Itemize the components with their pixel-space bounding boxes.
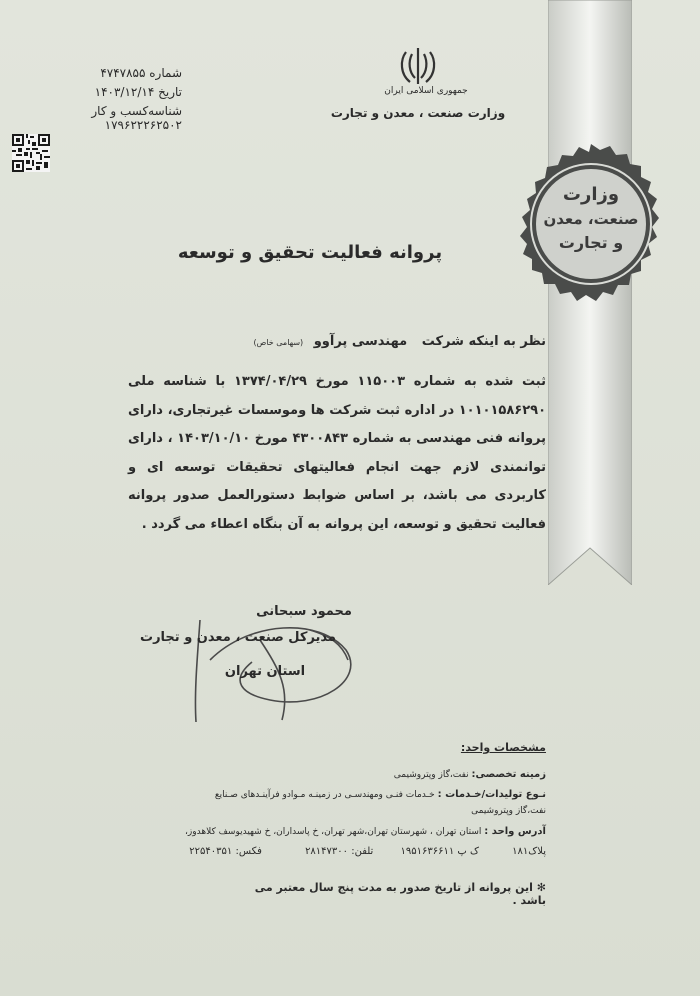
intro-line <box>128 332 546 353</box>
qr-code-icon[interactable] <box>12 134 50 172</box>
unit-section-title: مشخصات واحد: <box>460 741 546 754</box>
signer-name: محمود سبحانی <box>256 604 352 619</box>
iran-emblem-icon <box>396 44 440 88</box>
unit-contact <box>130 846 546 857</box>
unit-products-cont: نفت،گاز وپتروشیمی <box>471 806 546 816</box>
specialty-value: نفت،گاز وپتروشیمی <box>393 770 469 780</box>
unit-products <box>100 789 546 800</box>
ministry-label: وزارت صنعت ، معدن و تجارت <box>330 106 506 120</box>
company-type: (سهامی خاص) <box>253 338 304 347</box>
unit-address <box>100 826 546 837</box>
seal-line-3: و تجارت <box>558 233 624 252</box>
validity-note: ✻ این پروانه از تاریخ صدور به مدت پنج سال معتبر می باشد . <box>254 881 546 907</box>
intro-prefix: نظر به اینکه شرکت <box>421 334 546 349</box>
seal-line-1: وزارت <box>562 184 620 205</box>
plaque: پلاک۱۸۱ <box>512 846 546 857</box>
specialty-label: زمینه تخصصی: <box>471 769 546 780</box>
business-id: شناسه‌کسب و کار ۱۷۹۶۲۲۲۶۲۵۰۲ <box>91 104 182 132</box>
postal-code: ک پ ۱۹۵۱۶۳۶۶۱۱ <box>400 846 479 857</box>
license-paragraph: ثبت شده به شماره ۱۱۵۰۰۳ مورخ ۱۳۷۴/۰۴/۲۹ با شناسه ملی ۱۰۱۰۱۵۸۶۲۹۰ در اداره ثبت شرکت ها وموسسات غیرتجاری، دارای پروانه فنی مهندسی به شماره ۴۳۰۰۸۴۳ مورخ ۱۴۰۳/۱۰/۱۰ ، دارای توانمندی لازم جهت انجام فعالیتهای تحقیقات توسعه ای و کاربردی می باشد، بر اساس ضوابط دستورالعمل صدور پروانه فعالیت تحقیق و توسعه، این پروانه به آن بنگاه اعطاء می گردد . <box>128 374 546 532</box>
phone: تلفن: ۲۸۱۴۷۳۰۰ <box>305 846 374 857</box>
letter-date: تاریخ ۱۴۰۳/۱۲/۱۴ <box>94 85 182 99</box>
address-label: آدرس واحد : <box>484 826 546 837</box>
signer-position: مدیرکل صنعت ، معدن و تجارت <box>140 630 336 645</box>
seal-line-2: صنعت، معدن <box>543 210 639 228</box>
ministry-seal <box>507 140 675 308</box>
document-title: پروانه فعالیت تحقیق و توسعه <box>177 242 443 263</box>
unit-specialty <box>100 769 546 780</box>
letter-number: شماره ۴۷۴۷۸۵۵ <box>100 66 182 80</box>
signer-region: استان تهران <box>224 664 306 679</box>
products-label: نـوع تولیدات/خـدمات : <box>437 789 546 800</box>
republic-label: جمهوری اسلامی ایران <box>384 86 468 96</box>
fax: فکس: ۲۲۵۴۰۳۵۱ <box>189 846 262 857</box>
company-name: مهندسی پرآوو <box>313 334 408 349</box>
address-value: استان تهران ، شهرستان تهران،شهر تهران، خ پاسداران، خ شهیدیوسف کلاهدوز، <box>185 827 482 837</box>
products-value: خـدمات فنـی ومهندسـی در زمینـه مـوادو فرآینـدهای صـنایع <box>214 790 435 800</box>
